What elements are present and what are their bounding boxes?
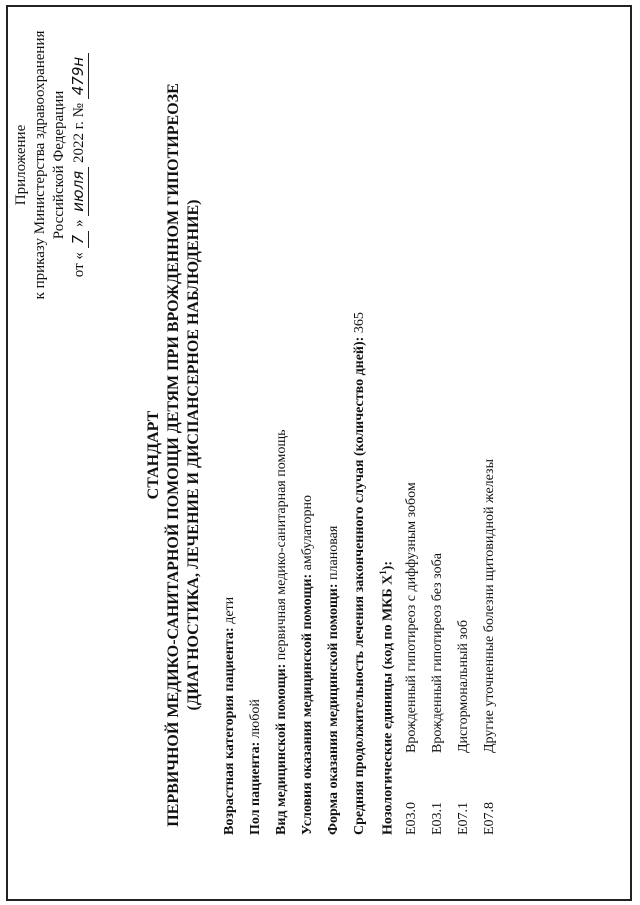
annex-order-ref: к приказу Министерства здравоохранения [32, 30, 48, 300]
standard-subtitle-1: ПЕРВИЧНОЙ МЕДИКО-САНИТАРНОЙ ПОМОЩИ ДЕТЯМ ПРИ ВРОЖДЕННОМ ГИПОТИРЕОЗЕ [165, 83, 182, 827]
nosology-heading: Нозологические единицы (код по МКБ $X^1$): [378, 560, 396, 835]
nosology-code: E07.8 [482, 801, 497, 835]
annex-ministry: Российской Федерации [51, 90, 67, 240]
annex-date-line [69, 15, 89, 315]
nosology-name: Дисгормональный зоб [456, 620, 471, 753]
standard-title: СТАНДАРТ [145, 410, 162, 500]
standard-subtitle-2: (ДИАГНОСТИКА, ЛЕЧЕНИЕ И ДИСПАНСЕРНОЕ НАБЛЮДЕНИЕ) [185, 199, 202, 711]
nosology-name: Врожденный гипотиреоз без зоба [430, 553, 445, 753]
field-care-conditions: Условия оказания медицинской помощи: амбулаторно [300, 495, 315, 835]
nosology-code: E07.1 [456, 801, 471, 835]
footnote-mark: 1 [378, 570, 388, 575]
field-avg-duration: Средняя продолжительность лечения законченного случая (количество дней): 365 [352, 312, 367, 835]
nosology-code: E03.0 [404, 801, 419, 835]
date-month: июля [69, 167, 89, 216]
rotated-page-content [0, 5, 640, 905]
date-mid: » [71, 219, 87, 228]
date-year: 2022 г. № [71, 103, 87, 164]
field-care-form: Форма оказания медицинской помощи: плановая [326, 525, 341, 835]
nosology-name: Другие уточненные болезни щитовидной железы [482, 459, 497, 753]
nosology-name: Врожденный гипотиреоз с диффузным зобом [404, 482, 419, 753]
field-age-category: Возрастная категория пациента: дети [222, 596, 237, 835]
field-care-type: Вид медицинской помощи: первичная медико-санитарная помощь [274, 429, 289, 835]
date-prefix: от « [71, 252, 87, 278]
annex-block [12, 15, 89, 315]
order-number: 479н [69, 53, 89, 99]
field-sex: Пол пациента: любой [248, 699, 263, 835]
nosology-code: E03.1 [430, 801, 445, 835]
date-day: 7 [69, 231, 89, 249]
annex-title: Приложение [13, 124, 29, 206]
